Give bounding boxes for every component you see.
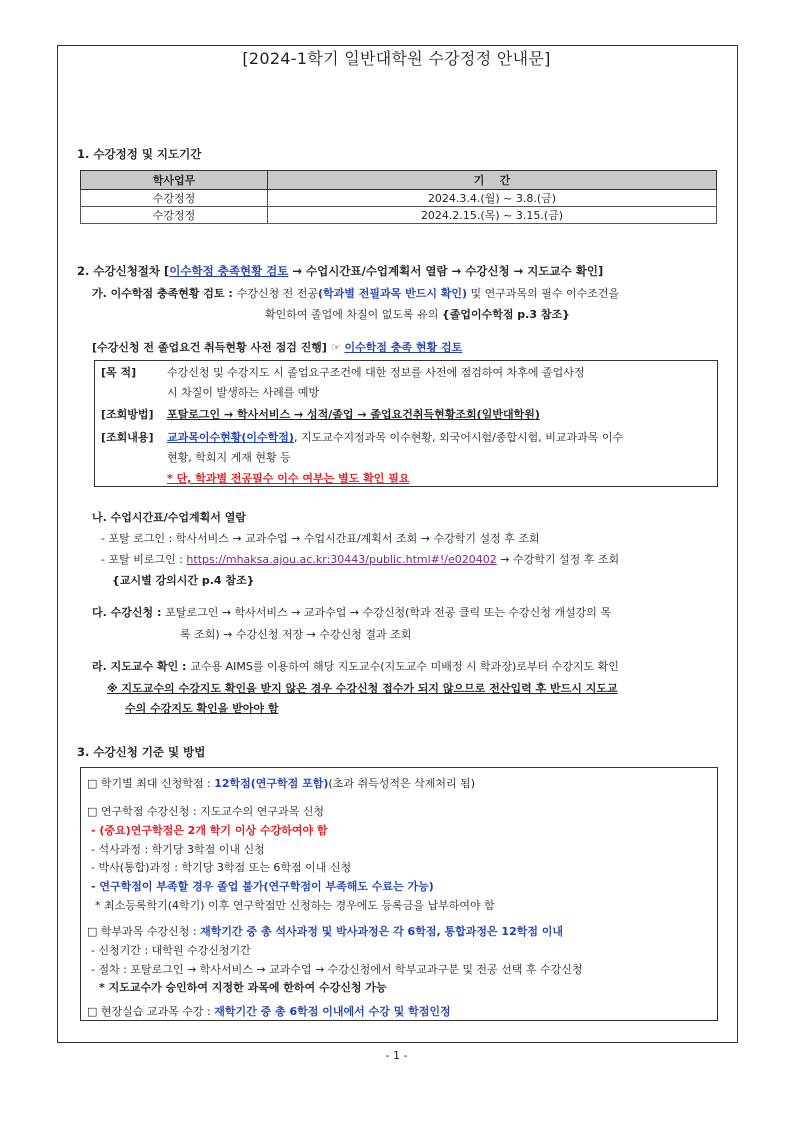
table-header-cell: 기 간 [268,171,717,190]
item-text: □ 학부과목 수강신청 : [87,925,201,938]
course-status-emphasis: 교과목이수현황(이수학점) [167,431,294,444]
field-practice-emphasis: 재학기간 중 총 6학점 이내에서 수강 및 학점인정 [214,1005,451,1018]
page-number: - 1 - [385,1049,408,1062]
content-text: 현황, 학회지 게재 현황 등 [167,451,291,464]
item-ga-emphasis: (학과별 전필과목 반드시 확인) [318,287,468,300]
item-ga [92,285,619,301]
item-da-label: 다. 수강신청 : [92,606,166,619]
item-ra-label: 라. 지도교수 확인 : [92,660,191,673]
graduation-credit-ref: {졸업이수학점 p.3 참조} [441,308,570,321]
table-row [81,207,717,224]
phd-research: - 박사(통합)과정 : 학기당 3학점 또는 6학점 이내 신청 [91,861,352,874]
item-ga-text: 및 연구과목의 필수 이수조건을 [467,287,620,300]
heading-text: 2. 수강신청절차 [ [77,264,170,278]
public-timetable-link[interactable]: https://mhaksa.ajou.ac.kr:30443/public.html#!/e020402 [186,553,497,566]
item-text: □ 학기별 최대 신청학점 : [87,777,215,790]
document-title: [2024-1학기 일반대학원 수강정정 안내문] [242,49,551,68]
item-na-text: → 수강학기 설정 후 조회 [496,553,620,566]
item-da [92,604,611,620]
item-na-text: - 포탈 비로그인 : [101,553,187,566]
criteria-box [80,767,718,1021]
undergrad-procedure: - 절차 : 포탈로그인 → 학사서비스 → 교과수업 → 수강신청에서 학부교과구분 및 전공 선택 후 수강신청 [91,963,583,976]
tuition-note: * 최소등록학기(4학기) 이후 연구학점만 신청하는 경우에도 등록금을 납부하여야 함 [95,899,495,912]
undergrad-approval-note: * 지도교수가 승인하여 지정한 과목에 한하여 수강신청 가능 [99,981,387,994]
table-cell: 수강정정 [81,207,268,224]
table-header-row [81,171,717,190]
advisor-warning-line2: 수의 수강지도 확인을 받아야 함 [125,702,279,715]
item-da-line2: 록 조회) → 수강신청 저장 → 수강신청 결과 조회 [180,628,412,641]
item-na-portal-login: - 포탈 로그인 : 학사서비스 → 교과수업 → 수업시간표/계획서 조회 → 수강학기 설정 후 조회 [101,532,540,545]
undergrad-period: - 신청기간 : 대학원 수강신청기간 [91,944,251,957]
advisor-warning: ※ 지도교수의 수강지도 확인을 받지 않은 경우 수강신청 접수가 되지 않으므로 전산입력 후 반드시 지도교 [107,682,618,695]
section-2-heading [77,263,603,279]
purpose-text: 시 차질이 발생하는 사례를 예방 [167,386,320,399]
item-ra-text: 교수용 AIMS를 이용하여 해당 지도교수(지도교수 미배정 시 학과장)로부터 수강지도 확인 [190,660,619,673]
content-rest: , 지도교수지정과목 이수현황, 외국어시험/종합시험, 비교과과목 이수 [293,431,624,444]
item-ga-text: 확인하여 졸업에 차질이 없도록 유의 [265,308,442,321]
table-header-cell: 학사업무 [81,171,268,190]
class-period-ref: {교시별 강의시간 p.4 참조} [112,574,255,587]
dash: - [91,880,100,893]
item-text: □ 현장실습 교과목 수강 : [87,1005,215,1018]
item-text: (초과 취득성적은 삭제처리 됨) [328,777,476,790]
item-ga-line2 [265,306,570,322]
research-important-text: (중요)연구학점은 2개 학기 이상 수강하여야 함 [99,824,328,837]
research-important [91,822,328,838]
precheck-text: [수강신청 전 졸업요건 취득현황 사전 점검 진행] ☞ [92,341,345,354]
credit-status-link[interactable]: 이수학점 충족 현황 검토 [344,341,463,354]
research-shortage [91,878,434,894]
research-credit-item: □ 연구학점 수강신청 : 지도교수의 연구과목 신청 [87,805,324,818]
purpose-label: [목 적] [101,366,137,379]
item-da-text: 포탈로그인 → 학사서비스 → 교과수업 → 수강신청(학과 전공 클릭 또는 수강신청 개설강의 목 [165,606,612,619]
section-1-heading: 1. 수강정정 및 지도기간 [77,147,202,161]
method-text: 포탈로그인 → 학사서비스 → 성적/졸업 → 졸업요건취득현황조회(일반대학원) [167,408,540,421]
undergrad-limit-emphasis: 재학기간 중 총 석사과정 및 박사과정은 각 6학점, 통합과정은 12학점 이내 [200,925,564,938]
purpose-text: 수강신청 및 수강지도 시 졸업요구조건에 대한 정보를 사전에 점검하여 차후에 졸업사정 [167,366,585,379]
research-shortage-text: 연구학점이 부족할 경우 졸업 불가(연구학점이 부족해도 수료는 가능) [99,880,434,893]
precheck-box [94,360,718,487]
item-ga-label: 가. 이수학점 충족현황 검토 : [92,287,237,300]
major-requirement-note: * 단, 학과별 전공필수 이수 여부는 별도 확인 필요 [167,472,410,485]
section-3-heading: 3. 수강신청 기준 및 방법 [77,745,206,759]
table-cell: 수강정정 [81,190,268,207]
precheck-heading [92,339,462,355]
item-na-label: 나. 수업시간표/수업계획서 열람 [92,511,246,524]
item-na-portal-public [101,551,619,567]
table-cell: 2024.3.4.(월) ~ 3.8.(금) [268,190,717,207]
item-ga-text: 수강신청 전 전공 [236,287,318,300]
field-practice-item [87,1003,451,1019]
item-ra [92,658,619,674]
heading-text: → 수업시간표/수업계획서 열람 → 수강신청 → 지도교수 확인] [288,264,604,278]
period-table [80,170,717,224]
credit-check-link[interactable]: 이수학점 충족현황 검토 [169,264,289,278]
content-label: [조회내용] [101,431,154,444]
masters-research: - 석사과정 : 학기당 3학점 이내 신청 [91,843,265,856]
max-credit-item [87,775,475,791]
method-label: [조회방법] [101,408,154,421]
content-text [167,429,623,445]
dash: - [91,824,100,837]
max-credit-emphasis: 12학점(연구학점 포함) [214,777,329,790]
table-cell: 2024.2.15.(목) ~ 3.15.(금) [268,207,717,224]
table-row [81,190,717,207]
undergrad-course-item [87,923,563,939]
